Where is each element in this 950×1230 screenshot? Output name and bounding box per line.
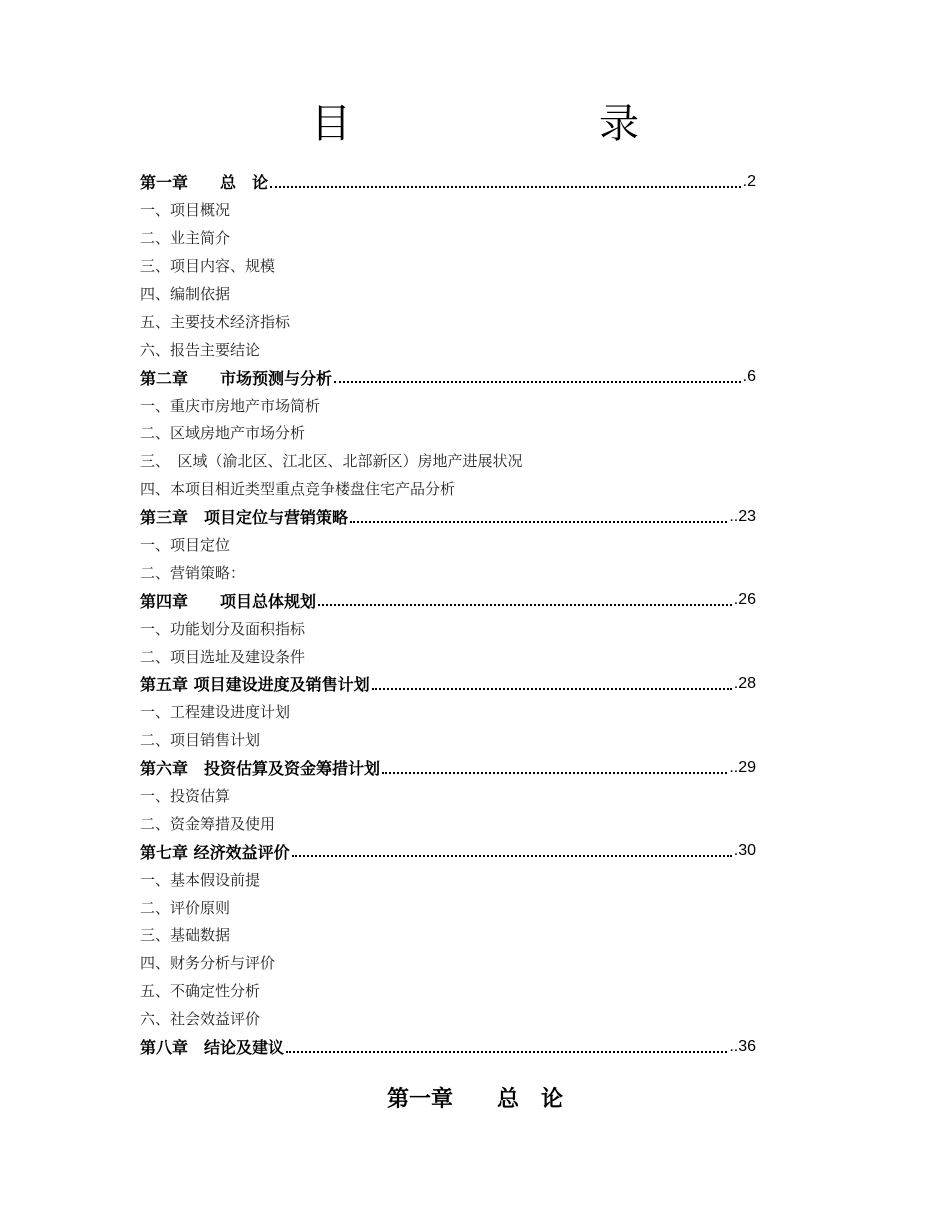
toc-section-label: 三、 区域（渝北区、江北区、北部新区）房地产进展状况 xyxy=(140,452,523,471)
toc-page-number: .30 xyxy=(733,842,756,860)
toc-section-entry[interactable] xyxy=(140,531,756,559)
toc-section-entry[interactable] xyxy=(140,447,756,475)
toc-dot-leader xyxy=(270,168,741,188)
toc-section-label: 一、投资估算 xyxy=(140,787,231,806)
toc-chapter-entry[interactable] xyxy=(140,586,756,614)
toc-section-label: 一、项目概况 xyxy=(140,201,231,220)
toc-section-entry[interactable] xyxy=(140,893,756,921)
toc-section-label: 二、业主简介 xyxy=(140,229,231,248)
toc-section-entry[interactable] xyxy=(140,698,756,726)
toc-section-label: 二、营销策略： xyxy=(140,563,246,582)
toc-section-entry[interactable] xyxy=(140,252,756,280)
toc-section-entry[interactable] xyxy=(140,977,756,1005)
toc-section-label: 一、工程建设进度计划 xyxy=(140,703,291,722)
toc-chapter-entry[interactable] xyxy=(140,168,756,196)
toc-page-number: .2 xyxy=(742,172,756,190)
toc-section-label: 四、编制依据 xyxy=(140,285,231,303)
toc-section-entry[interactable] xyxy=(140,865,756,893)
toc-page-number: .6 xyxy=(742,368,756,386)
toc-section-label: 六、社会效益评价 xyxy=(140,1010,261,1029)
toc-chapter-label: 第二章 市场预测与分析 xyxy=(140,368,333,388)
toc-chapter-entry[interactable] xyxy=(140,670,756,698)
toc-section-label: 五、不确定性分析 xyxy=(140,982,261,1001)
toc-section-label: 一、项目定位 xyxy=(140,536,231,555)
toc-section-entry[interactable] xyxy=(140,196,756,224)
toc-section-label: 一、基本假设前提 xyxy=(140,870,261,889)
toc-section-entry[interactable] xyxy=(140,726,756,754)
toc-chapter-label: 第三章 项目定位与营销策略 xyxy=(140,508,349,528)
toc-section-entry[interactable] xyxy=(140,558,756,586)
toc-page-number: .28 xyxy=(733,674,756,692)
toc-section-entry[interactable] xyxy=(140,782,756,810)
toc-section-label: 一、重庆市房地产市场简析 xyxy=(140,396,321,415)
toc-section-label: 三、项目内容、规模 xyxy=(140,257,276,276)
toc-section-entry[interactable] xyxy=(140,614,756,642)
toc-section-entry[interactable] xyxy=(140,1005,756,1033)
toc-section-entry[interactable] xyxy=(140,642,756,670)
toc-dot-leader xyxy=(372,670,732,690)
toc-section-entry[interactable] xyxy=(140,391,756,419)
toc-section-label: 二、资金筹措及使用 xyxy=(140,814,276,833)
toc-page-number: ..23 xyxy=(729,507,756,525)
toc-page-number: ..29 xyxy=(729,758,756,776)
toc-dot-leader xyxy=(286,1033,727,1053)
table-of-contents xyxy=(140,168,756,1061)
toc-section-entry[interactable] xyxy=(140,224,756,252)
toc-dot-leader xyxy=(334,363,741,383)
toc-section-label: 一、功能划分及面积指标 xyxy=(140,619,306,638)
toc-section-entry[interactable] xyxy=(140,280,756,308)
toc-section-label: 五、主要技术经济指标 xyxy=(140,312,291,331)
toc-chapter-label: 第一章 总 论 xyxy=(140,173,269,193)
toc-section-label: 二、项目选址及建设条件 xyxy=(140,647,306,666)
toc-section-entry[interactable] xyxy=(140,809,756,837)
toc-chapter-label: 第八章 结论及建议 xyxy=(140,1038,285,1058)
toc-page-number: ..36 xyxy=(729,1037,756,1055)
toc-page-number: .26 xyxy=(733,591,756,609)
toc-dot-leader xyxy=(318,586,732,606)
toc-section-entry[interactable] xyxy=(140,921,756,949)
toc-chapter-entry[interactable] xyxy=(140,503,756,531)
toc-section-label: 二、区域房地产市场分析 xyxy=(140,424,306,443)
toc-section-label: 四、本项目相近类型重点竞争楼盘住宅产品分析 xyxy=(140,480,456,499)
chapter-heading: 第一章 总 论 xyxy=(386,1086,563,1112)
toc-chapter-label: 第四章 项目总体规划 xyxy=(140,591,317,611)
toc-section-entry[interactable] xyxy=(140,307,756,335)
toc-title: 目 录 xyxy=(311,101,695,147)
toc-chapter-label: 第六章 投资估算及资金筹措计划 xyxy=(140,759,381,779)
toc-chapter-label: 第五章 项目建设进度及销售计划 xyxy=(140,675,370,695)
toc-chapter-entry[interactable] xyxy=(140,837,756,865)
toc-chapter-entry[interactable] xyxy=(140,754,756,782)
toc-section-label: 二、项目销售计划 xyxy=(140,731,261,750)
toc-section-label: 六、报告主要结论 xyxy=(140,340,261,359)
toc-section-entry[interactable] xyxy=(140,475,756,503)
toc-section-entry[interactable] xyxy=(140,335,756,363)
toc-section-label: 四、财务分析与评价 xyxy=(140,954,276,973)
toc-dot-leader xyxy=(292,837,732,857)
toc-section-entry[interactable] xyxy=(140,949,756,977)
toc-section-label: 二、评价原则 xyxy=(140,898,231,917)
toc-chapter-entry[interactable] xyxy=(140,363,756,391)
toc-section-entry[interactable] xyxy=(140,419,756,447)
toc-section-label: 三、基础数据 xyxy=(140,926,231,945)
toc-chapter-label: 第七章 经济效益评价 xyxy=(140,842,290,862)
toc-chapter-entry[interactable] xyxy=(140,1033,756,1061)
toc-dot-leader xyxy=(350,503,727,523)
toc-dot-leader xyxy=(382,754,727,774)
